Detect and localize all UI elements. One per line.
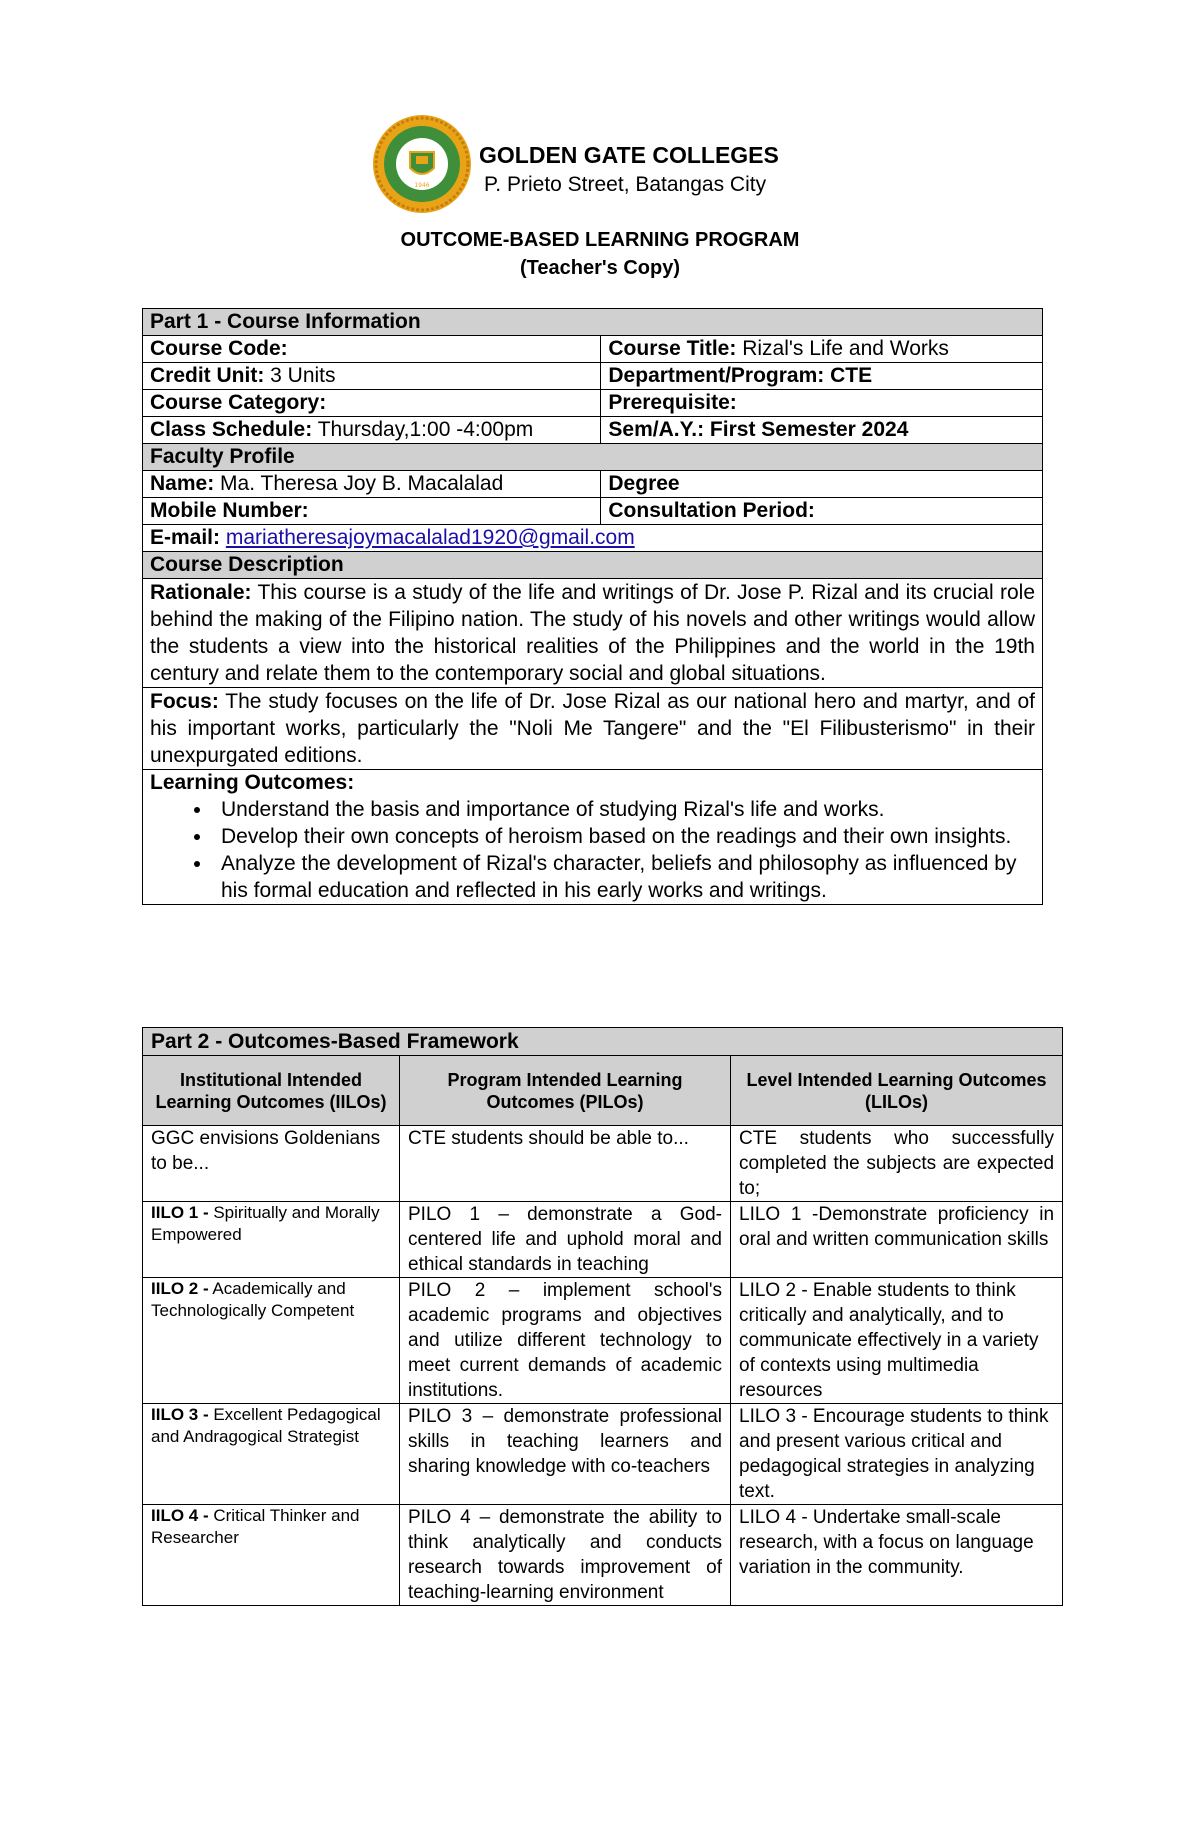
course-title-value: Rizal's Life and Works xyxy=(736,337,949,360)
prerequisite-label: Prerequisite: xyxy=(608,391,737,414)
mobile-label: Mobile Number: xyxy=(150,499,309,522)
iilo-column-header: Institutional Intended Learning Outcomes (IILOs) xyxy=(143,1056,400,1126)
school-name: GOLDEN GATE COLLEGES xyxy=(479,142,779,168)
course-description-heading: Course Description xyxy=(143,552,1043,579)
rationale-label: Rationale: xyxy=(150,581,252,604)
lilo-column-header: Level Intended Learning Outcomes (LILOs) xyxy=(731,1056,1063,1126)
letterhead xyxy=(372,114,892,214)
learning-outcomes-list xyxy=(150,796,1035,904)
degree-label: Degree xyxy=(608,472,680,495)
table-row xyxy=(143,1202,1063,1278)
pilo-cell: PILO 4 – demonstrate the ability to think analytically and conducts research towards improvement of teaching-learning environment xyxy=(400,1505,731,1606)
focus-text: The study focuses on the life of Dr. Jose Rizal as our national hero and martyr, and of his important works, particularly the "Noli Me Tangere" and the "El Filibusterismo" in their unexpurgated editions. xyxy=(150,690,1035,767)
intro-pilo-cell: CTE students should be able to... xyxy=(400,1126,731,1202)
lilo-cell: LILO 3 - Encourage students to think and present various critical and pedagogical strategies in analyzing text. xyxy=(731,1404,1063,1505)
table-row xyxy=(143,1404,1063,1505)
email-link[interactable]: mariatheresajoymacalalad1920@gmail.com xyxy=(225,526,635,549)
faculty-name-value: Ma. Theresa Joy B. Macalalad xyxy=(214,472,504,495)
rationale-text: This course is a study of the life and writings of Dr. Jose P. Rizal and its crucial role behind the making of the Filipino nation. The study of his novels and other writings would allow the students a view into the historical realities of the Philippines and the world in the 19th century and relate them to the contemporary social and global situations. xyxy=(150,581,1035,685)
iilo-label: IILO 4 - xyxy=(151,1506,209,1525)
svg-text:1946: 1946 xyxy=(414,182,430,189)
faculty-name-cell xyxy=(143,471,601,498)
lilo-cell: LILO 1 -Demonstrate proficiency in oral and written communication skills xyxy=(731,1202,1063,1278)
pilo-cell: PILO 1 – demonstrate a God-centered life and uphold moral and ethical standards in teaching xyxy=(400,1202,731,1278)
iilo-text: Academically and Technologically Competent xyxy=(151,1279,355,1320)
table-row xyxy=(143,1126,1063,1202)
course-category-cell xyxy=(143,390,601,417)
iilo-cell xyxy=(143,1278,400,1404)
table-row xyxy=(143,1278,1063,1404)
semester-label: Sem/A.Y.: First Semester 2024 xyxy=(608,418,909,441)
semester-cell xyxy=(601,417,1043,444)
iilo-label: IILO 2 - xyxy=(151,1279,209,1298)
intro-lilo-cell: CTE students who successfully completed the subjects are expected to; xyxy=(731,1126,1063,1202)
prerequisite-cell xyxy=(601,390,1043,417)
consultation-label: Consultation Period: xyxy=(608,499,815,522)
iilo-label: IILO 3 - xyxy=(151,1405,209,1424)
department-label: Department/Program: CTE xyxy=(608,364,873,387)
class-schedule-label: Class Schedule: xyxy=(150,418,313,441)
pilo-column-header: Program Intended Learning Outcomes (PILOs) xyxy=(400,1056,731,1126)
email-label: E-mail: xyxy=(150,526,226,549)
course-code-cell xyxy=(143,336,601,363)
focus-label: Focus: xyxy=(150,690,219,713)
part2-heading: Part 2 - Outcomes-Based Framework xyxy=(143,1028,1063,1056)
table-row xyxy=(143,1505,1063,1606)
credit-unit-label: Credit Unit: xyxy=(150,364,265,387)
iilo-text: Spiritually and Morally Empowered xyxy=(151,1203,380,1244)
class-schedule-value: Thursday,1:00 -4:00pm xyxy=(312,418,534,441)
iilo-text: Excellent Pedagogical and Andragogical Strategist xyxy=(151,1405,381,1446)
lilo-cell: LILO 2 - Enable students to think critically and analytically, and to communicate effectively in a variety of contexts using multimedia resources xyxy=(731,1278,1063,1404)
learning-outcomes-label: Learning Outcomes: xyxy=(150,771,355,794)
mobile-cell xyxy=(143,498,601,525)
course-code-label: Course Code: xyxy=(150,337,288,360)
course-category-label: Course Category: xyxy=(150,391,327,414)
course-title-label: Course Title: xyxy=(608,337,737,360)
faculty-name-label: Name: xyxy=(150,472,215,495)
class-schedule-cell xyxy=(143,417,601,444)
document-subtitle: (Teacher's Copy) xyxy=(520,257,680,279)
learning-outcomes-cell xyxy=(143,770,1043,905)
faculty-profile-heading: Faculty Profile xyxy=(143,444,1043,471)
part1-heading: Part 1 - Course Information xyxy=(143,309,1043,336)
list-item: • Analyze the development of Rizal's character, beliefs and philosophy as influenced by his formal education and reflected in his early works and writings. xyxy=(213,850,1035,904)
outcomes-framework-table xyxy=(142,1027,1063,1606)
consultation-cell xyxy=(601,498,1043,525)
iilo-text: Critical Thinker and Researcher xyxy=(151,1506,360,1547)
degree-cell xyxy=(601,471,1043,498)
focus-cell xyxy=(143,688,1043,770)
iilo-cell xyxy=(143,1505,400,1606)
pilo-cell: PILO 3 – demonstrate professional skills in teaching learners and sharing knowledge with co-teachers xyxy=(400,1404,731,1505)
iilo-label: IILO 1 - xyxy=(151,1203,209,1222)
intro-iilo-cell: GGC envisions Goldenians to be... xyxy=(143,1126,400,1202)
list-item: • Develop their own concepts of heroism based on the readings and their own insights. xyxy=(213,823,1035,850)
department-cell xyxy=(601,363,1043,390)
course-information-table xyxy=(142,308,1043,905)
school-address: P. Prieto Street, Batangas City xyxy=(484,173,767,196)
document-title: OUTCOME-BASED LEARNING PROGRAM xyxy=(400,229,800,251)
rationale-cell xyxy=(143,579,1043,688)
iilo-cell xyxy=(143,1202,400,1278)
email-cell xyxy=(143,525,1043,552)
lilo-cell: LILO 4 - Undertake small-scale research, with a focus on language variation in the community. xyxy=(731,1505,1063,1606)
college-seal-logo xyxy=(372,114,472,214)
credit-unit-value: 3 Units xyxy=(264,364,336,387)
credit-unit-cell xyxy=(143,363,601,390)
pilo-cell: PILO 2 – implement school's academic programs and objectives and utilize different technology to meet current demands of academic institutions. xyxy=(400,1278,731,1404)
list-item: • Understand the basis and importance of studying Rizal's life and works. xyxy=(213,796,1035,823)
iilo-cell xyxy=(143,1404,400,1505)
course-title-cell xyxy=(601,336,1043,363)
